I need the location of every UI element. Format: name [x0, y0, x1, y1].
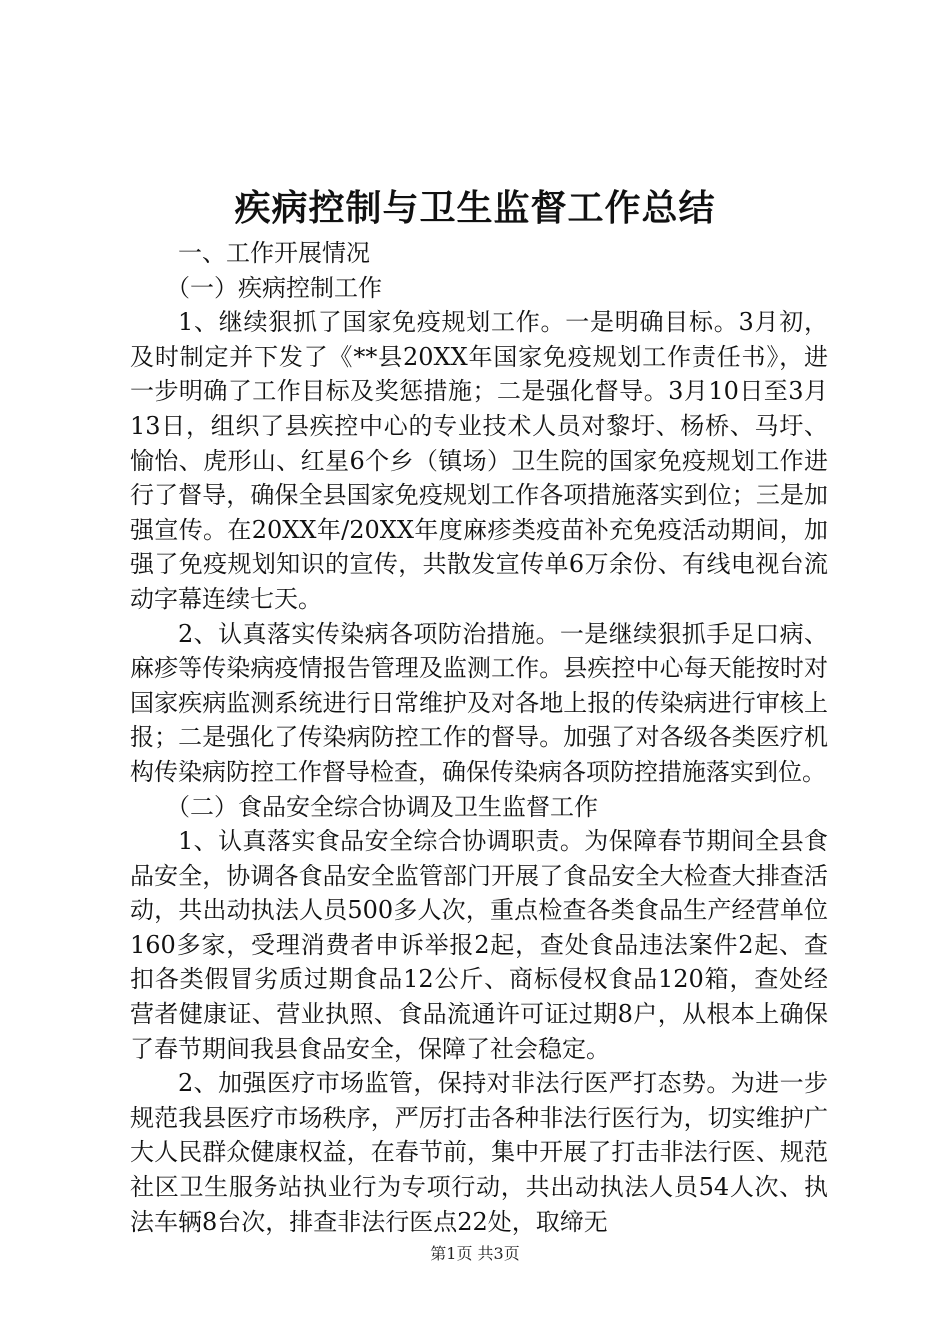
body-paragraph: 1、认真落实食品安全综合协调职责。为保障春节期间全县食品安全，协调各食品安全监管部门开展了食品安全大检查大排查活动，共出动执法人员500多人次，重点检查各类食品生产经营单位160多家，受理消费者申诉举报2起，查处食品违法案件2起、查扣各类假冒劣质过期食品12公斤、商标侵权食品120箱，查处经营者健康证、营业执照、食品流通许可证过期8户，从根本上确保了春节期间我县食品安全，保障了社会稳定。 [130, 827, 828, 1063]
body-paragraph: 2、认真落实传染病各项防治措施。一是继续狠抓手足口病、麻疹等传染病疫情报告管理及监测工作。县疾控中心每天能按时对国家疾病监测系统进行日常维护及对各地上报的传染病进行审核上报；二是强化了传染病防控工作的督导。加强了对各级各类医疗机构传染病防控工作督导检查，确保传染病各项防控措施落实到位。 [130, 619, 828, 786]
subsection-heading: （二）食品安全综合协调及卫生监督工作 [166, 792, 598, 821]
document-title: 疾病控制与卫生监督工作总结 [234, 187, 716, 229]
page-number-footer: 第1页 共3页 [430, 1244, 520, 1263]
subsection-heading: （一）疾病控制工作 [166, 273, 382, 302]
body-paragraph: 2、加强医疗市场监管，保持对非法行医严打态势。为进一步规范我县医疗市场秩序，严厉打击各种非法行医行为，切实维护广大人民群众健康权益，在春节前，集中开展了打击非法行医、规范社区卫生服务站执业行为专项行动，共出动执法人员54人次、执法车辆8台次，排查非法行医点22处，取缔无 [130, 1069, 828, 1236]
document-body [130, 236, 828, 1239]
section-heading: 一、工作开展情况 [178, 239, 370, 267]
body-paragraph: 1、继续狠抓了国家免疫规划工作。一是明确目标。3月初，及时制定并下发了《**县20XX年国家免疫规划工作责任书》，进一步明确了工作目标及奖惩措施；二是强化督导。3月10日至3月13日，组织了县疾控中心的专业技术人员对黎圩、杨桥、马圩、愉怡、虎形山、红星6个乡（镇场）卫生院的国家免疫规划工作进行了督导，确保全县国家免疫规划工作各项措施落实到位；三是加强宣传。在20XX年/20XX年度麻疹类疫苗补充免疫活动期间，加强了免疫规划知识的宣传，共散发宣传单6万余份、有线电视台流动字幕连续七天。 [130, 308, 828, 613]
